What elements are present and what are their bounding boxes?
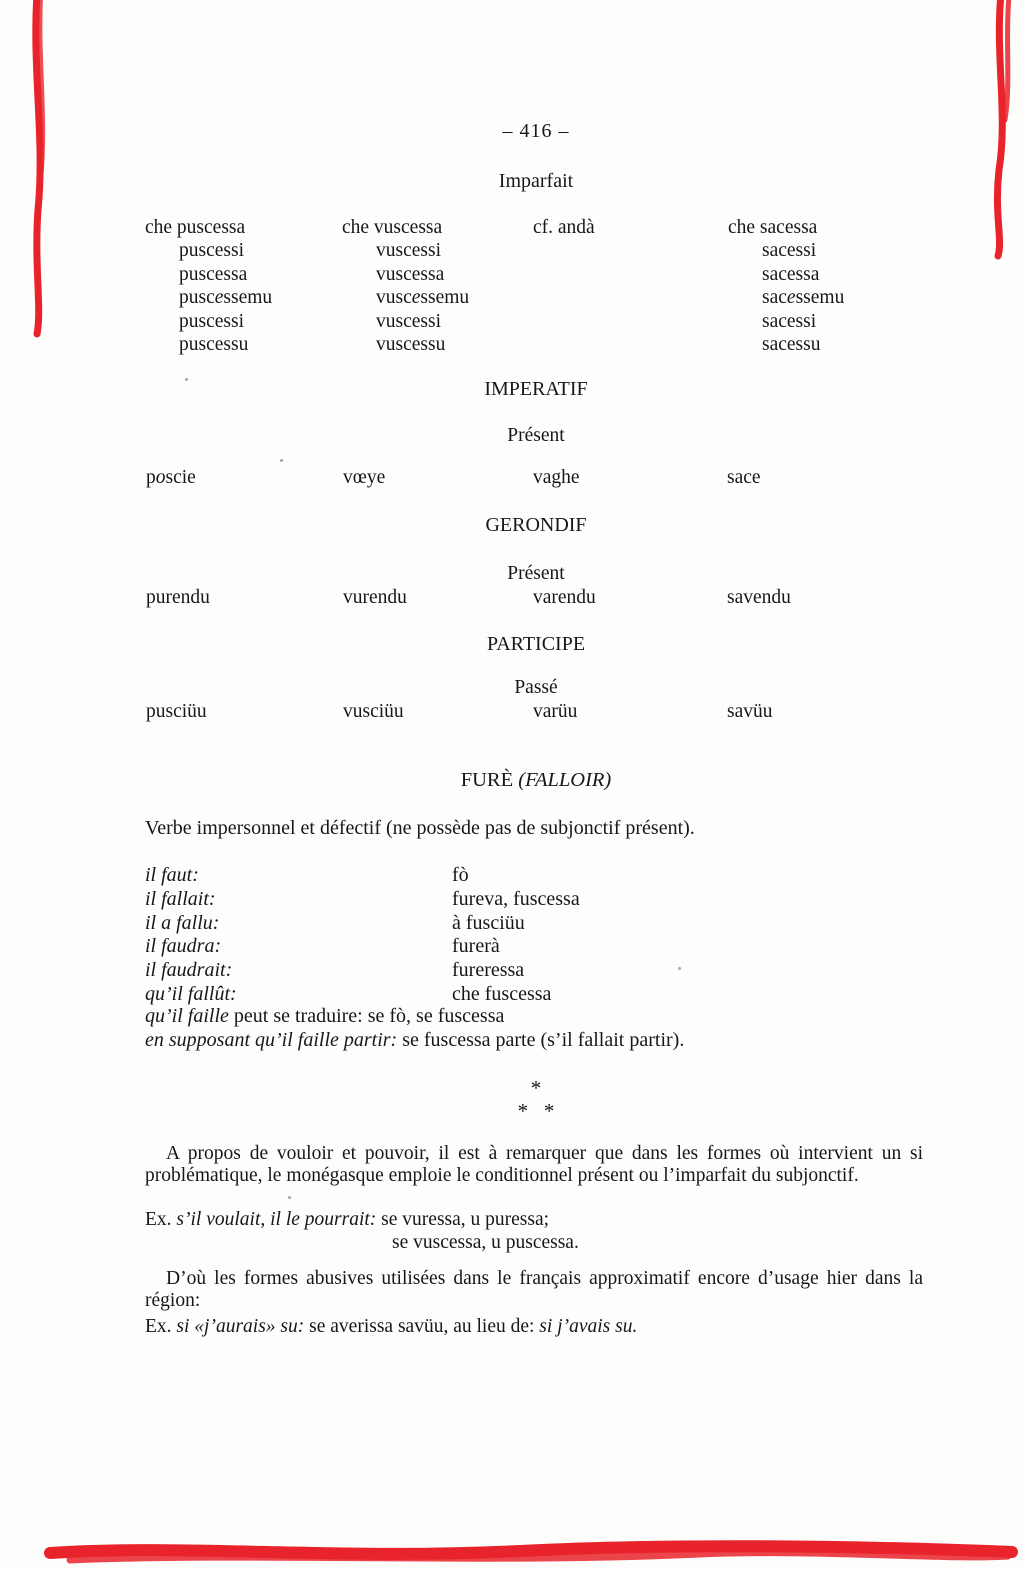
scan-speck: [678, 967, 681, 970]
french-form: qu’il fallût:: [145, 982, 237, 1005]
form-word: vaghe: [533, 467, 580, 488]
imparfait-heading: Imparfait: [498, 170, 574, 192]
gerondif-heading: GERONDIF: [485, 514, 587, 536]
imperatif-tense-label: Présent: [507, 425, 565, 446]
asterisk-separator-top: *: [530, 1076, 542, 1100]
gerondif-tense-label: Présent: [507, 563, 565, 584]
form-word: varendu: [533, 587, 596, 608]
form-word: savendu: [727, 587, 791, 608]
cf-note: cf. andà: [533, 217, 595, 238]
table-line: puscessi: [179, 310, 244, 332]
table-line: vuscessu: [376, 334, 446, 356]
translation-row: [145, 959, 845, 983]
participe-heading: PARTICIPE: [486, 633, 586, 655]
red-mark-bottom: [50, 1546, 1012, 1554]
table-line: sacessa: [762, 263, 820, 285]
table-line: che vuscessa: [342, 217, 443, 238]
fure-translation-list: [145, 864, 845, 1007]
table-line: vuscessemu: [376, 287, 470, 309]
translation-row: [145, 888, 845, 912]
table-line: puscessi: [179, 240, 244, 262]
table-column-cf-note: [533, 216, 595, 239]
form-word: varüu: [533, 701, 578, 722]
table-line: sacessemu: [762, 287, 845, 309]
french-form: il faudra:: [145, 935, 222, 958]
form-word: vurendu: [343, 587, 407, 608]
monegasque-form: furerà: [452, 935, 500, 958]
imparfait-conjugation-table: [0, 216, 1024, 361]
asterisk-separator-bottom: * *: [517, 1099, 555, 1123]
form-word: purendu: [146, 587, 210, 608]
scan-speck: [288, 1196, 291, 1199]
imperatif-heading: IMPERATIF: [484, 378, 588, 400]
scan-speck: [280, 459, 283, 462]
example-2: Ex. si «j’aurais» su: se averissa savüu, au lieu de: si j’avais su.: [145, 1316, 638, 1337]
imperatif-forms-row: [0, 467, 1024, 491]
fure-heading: FURÈ (FALLOIR): [460, 769, 612, 791]
monegasque-form: à fusciüu: [452, 911, 525, 934]
monegasque-form: che fuscessa: [452, 982, 552, 1005]
table-line: sacessi: [762, 240, 817, 262]
table-line: vuscessi: [376, 240, 441, 262]
table-line: che sacessa: [728, 217, 818, 238]
example-1: Ex. s’il voulait, il le pourrait: se vuressa, u puressa;: [145, 1209, 550, 1230]
french-form: il fallait:: [145, 887, 216, 910]
fure-intro: Verbe impersonnel et défectif (ne possède pas de subjonctif présent).: [145, 817, 695, 839]
table-column-vure: [342, 216, 469, 356]
table-line: puscessemu: [179, 287, 273, 309]
translation-row: [145, 935, 845, 959]
table-line: puscessu: [179, 334, 249, 356]
participe-tense-label: Passé: [514, 677, 558, 698]
red-mark-right-2: [1005, 0, 1009, 120]
participe-forms-row: [0, 701, 1024, 725]
table-column-pure: [145, 216, 272, 356]
form-word: vœye: [343, 467, 386, 488]
translation-row: [145, 864, 845, 888]
scan-speck: [185, 378, 188, 381]
fure-note-1: qu’il faille peut se traduire: se fò, se fuscessa: [145, 1005, 505, 1027]
table-line: vuscessa: [376, 263, 445, 285]
red-mark-left-2: [40, 0, 43, 180]
fure-note-2: en supposant qu’il faille partir: se fuscessa parte (s’il fallait partir).: [145, 1029, 685, 1051]
table-line: vuscessi: [376, 310, 441, 332]
form-word: sace: [727, 467, 761, 488]
table-line: puscessa: [179, 263, 248, 285]
page-number: – 416 –: [502, 120, 570, 142]
monegasque-form: fureressa: [452, 959, 525, 982]
table-line: che puscessa: [145, 217, 246, 238]
french-form: il a fallu:: [145, 911, 220, 934]
french-form: il faut:: [145, 864, 199, 886]
monegasque-form: fò: [452, 864, 469, 886]
form-word: pusciüu: [146, 701, 207, 722]
translation-row: [145, 912, 845, 936]
gerondif-forms-row: [0, 587, 1024, 611]
form-word: vusciüu: [343, 701, 404, 722]
table-line: sacessi: [762, 310, 817, 332]
paragraph-formes-abusives: D’où les formes abusives utilisées dans le français approximatif encore d’usage hier dans la région:: [145, 1268, 923, 1311]
translation-row: [145, 983, 845, 1007]
table-column-save: [728, 216, 844, 356]
form-word: poscie: [146, 467, 196, 488]
table-line: sacessu: [762, 334, 821, 356]
monegasque-form: fureva, fuscessa: [452, 887, 580, 910]
form-word: savüu: [727, 701, 773, 722]
example-1-continuation: se vuscessa, u puscessa.: [392, 1232, 579, 1253]
paragraph-vouloir-pouvoir: A propos de vouloir et pouvoir, il est à remarquer que dans les formes où intervient un si problématique, le monégasque emploie le conditionnel présent ou l’imparfait du subjonctif.: [145, 1143, 923, 1186]
red-mark-bottom-2: [70, 1553, 1008, 1560]
french-form: il faudrait:: [145, 959, 233, 982]
